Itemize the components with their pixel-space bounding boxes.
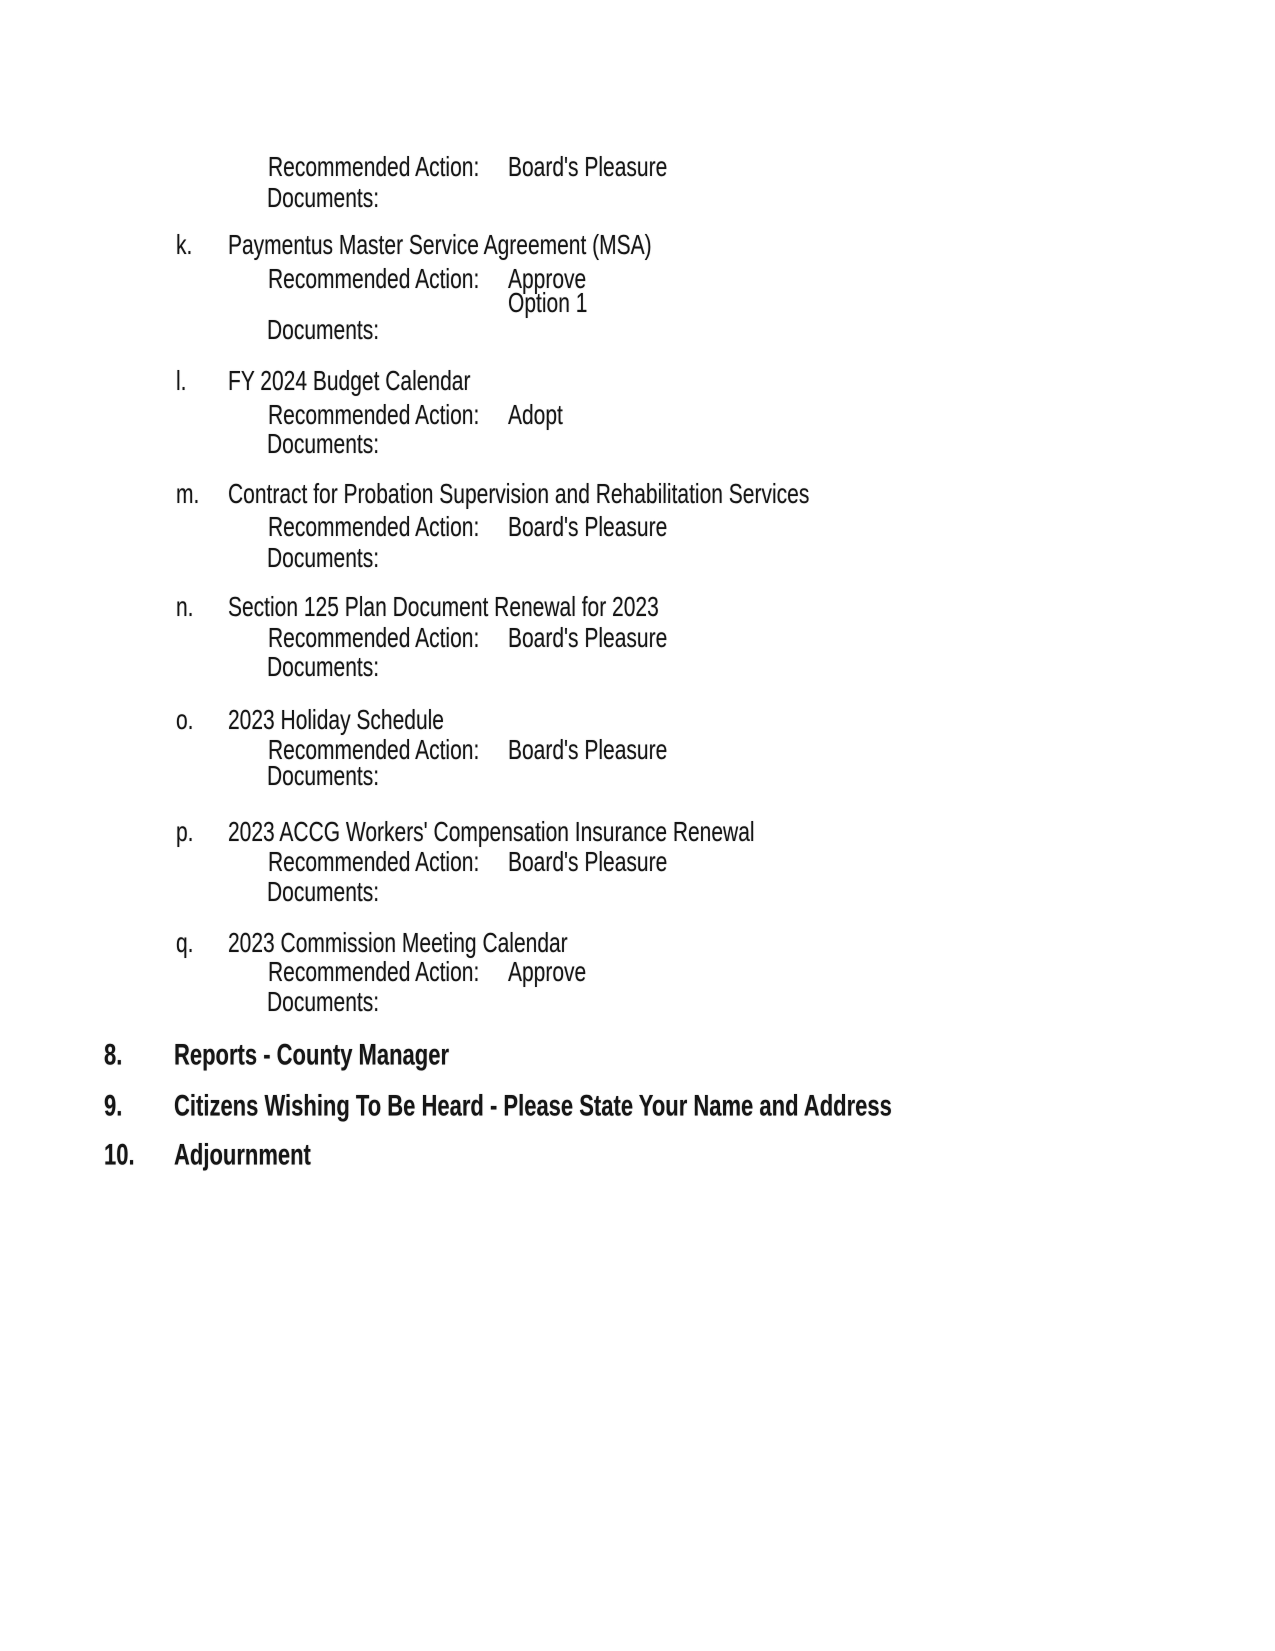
agenda-section-title: Reports - County Manager bbox=[174, 1037, 450, 1072]
documents-label: Documents: bbox=[267, 761, 380, 792]
agenda-section-number: 8. bbox=[104, 1037, 123, 1072]
agenda-item-title: 2023 Holiday Schedule bbox=[228, 705, 444, 736]
recommended-action-value: Approve bbox=[508, 264, 587, 295]
recommended-action-label: Recommended Action: bbox=[268, 847, 480, 878]
recommended-action-value: Board's Pleasure bbox=[508, 152, 668, 183]
agenda-section-title: Citizens Wishing To Be Heard - Please State Your Name and Address bbox=[174, 1088, 892, 1123]
recommended-action-value: Approve bbox=[508, 957, 587, 988]
recommended-action-label: Recommended Action: bbox=[268, 264, 480, 295]
agenda-item-title: 2023 Commission Meeting Calendar bbox=[228, 928, 568, 959]
agenda-section-title: Adjournment bbox=[174, 1137, 311, 1172]
agenda-item-letter: k. bbox=[176, 230, 193, 261]
recommended-action-label: Recommended Action: bbox=[268, 623, 480, 654]
agenda-item-letter: l. bbox=[176, 366, 187, 397]
recommended-action-label: Recommended Action: bbox=[268, 512, 480, 543]
agenda-item-title: 2023 ACCG Workers' Compensation Insurance Renewal bbox=[228, 817, 755, 848]
recommended-action-value: Board's Pleasure bbox=[508, 735, 668, 766]
recommended-action-label: Recommended Action: bbox=[268, 400, 480, 431]
documents-label: Documents: bbox=[267, 429, 380, 460]
agenda-item-title: Section 125 Plan Document Renewal for 2023 bbox=[228, 592, 659, 623]
agenda-item-title: Contract for Probation Supervision and Rehabilitation Services bbox=[228, 479, 810, 510]
agenda-item-letter: n. bbox=[176, 592, 194, 623]
agenda-item-letter: m. bbox=[176, 479, 200, 510]
documents-label: Documents: bbox=[267, 543, 380, 574]
agenda-item-letter: p. bbox=[176, 817, 194, 848]
recommended-action-value: Adopt bbox=[508, 400, 563, 431]
agenda-item-title: Paymentus Master Service Agreement (MSA) bbox=[228, 230, 652, 261]
agenda-item-letter: q. bbox=[176, 928, 194, 959]
documents-label: Documents: bbox=[267, 987, 380, 1018]
documents-label: Documents: bbox=[267, 183, 380, 214]
documents-label: Documents: bbox=[267, 877, 380, 908]
agenda-item-letter: o. bbox=[176, 705, 194, 736]
recommended-action-value: Board's Pleasure bbox=[508, 512, 668, 543]
agenda-section-number: 9. bbox=[104, 1088, 123, 1123]
recommended-action-value: Board's Pleasure bbox=[508, 847, 668, 878]
recommended-action-label: Recommended Action: bbox=[268, 152, 480, 183]
documents-label: Documents: bbox=[267, 315, 380, 346]
recommended-action-value: Board's Pleasure bbox=[508, 623, 668, 654]
documents-label: Documents: bbox=[267, 652, 380, 683]
agenda-section-number: 10. bbox=[104, 1137, 135, 1172]
agenda-item-title: FY 2024 Budget Calendar bbox=[228, 366, 471, 397]
recommended-action-value-line2: Option 1 bbox=[508, 288, 588, 319]
recommended-action-label: Recommended Action: bbox=[268, 735, 480, 766]
recommended-action-label: Recommended Action: bbox=[268, 957, 480, 988]
